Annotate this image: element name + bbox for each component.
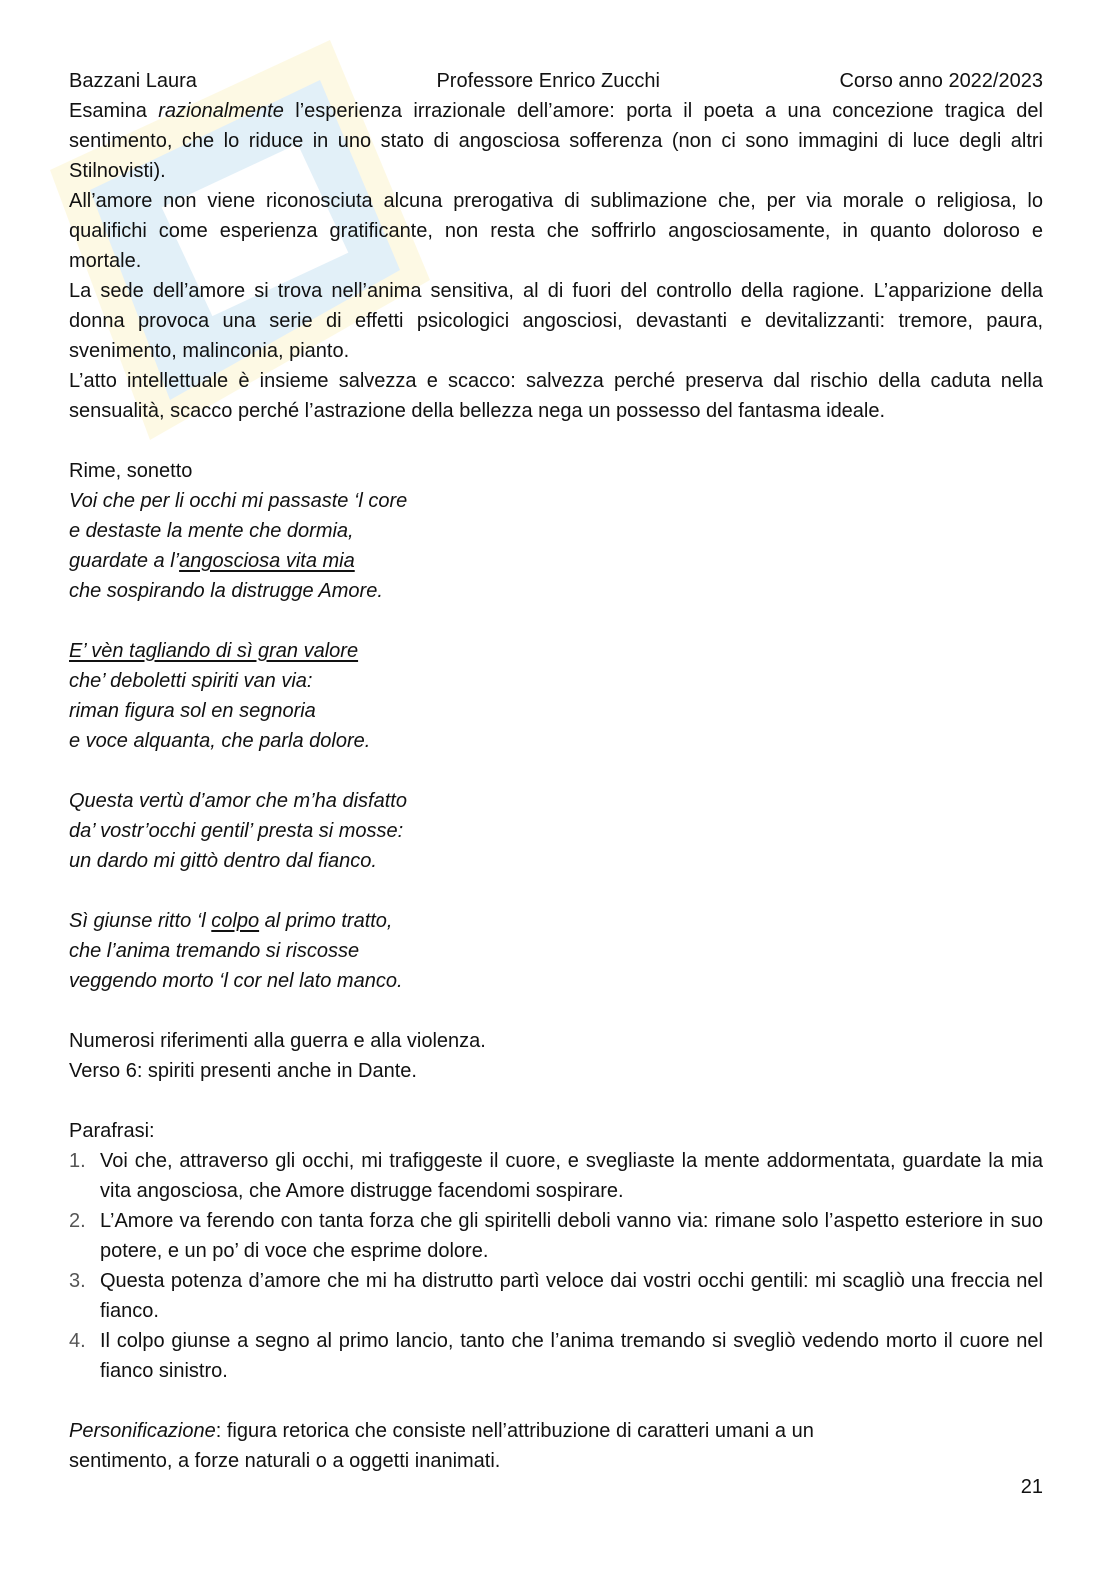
document-page (69, 66, 1043, 1476)
definition-term: Personificazione (69, 1420, 216, 1442)
poem-line: un dardo mi gittò dentro dal fianco. (69, 850, 377, 872)
poem-line: riman figura sol en segnoria (69, 700, 316, 722)
list-item: 3. Questa potenza d’amore che mi ha distrutto partì veloce dai vostri occhi gentili: mi scagliò una freccia nel fianco. (69, 1270, 1043, 1322)
definition-block (69, 1416, 1043, 1476)
parafrasi-section (69, 1116, 1043, 1386)
poem-stanza-4 (69, 906, 1043, 996)
poem-line: veggendo morto ‘l cor nel lato manco. (69, 970, 403, 992)
poem-line: E’ vèn tagliando di sì gran valore (69, 640, 359, 662)
page-number: 21 (1020, 1476, 1043, 1498)
definition-line-1: Personificazione: figura retorica che consiste nell’attribuzione di caratteri umani a un (69, 1420, 814, 1442)
list-item: 1. Voi che, attraverso gli occhi, mi trafiggeste il cuore, e svegliaste la mente addormentata, guardate la mia vita angosciosa, che Amore distrugge facendomi sospirare. (69, 1150, 1043, 1202)
intro-paragraph-1: Esamina razionalmente l’esperienza irrazionale dell’amore: porta il poeta a una concezione tragica del sentimento, che lo riduce in uno stato di angosciosa sofferenza (non ci sono immagini di luce degli altri Stilnovisti). (69, 100, 1043, 182)
poem-heading: Rime, sonetto (69, 460, 193, 482)
poem-line: guardate a l’angosciosa vita mia (69, 550, 355, 572)
notes (69, 1026, 1043, 1086)
poem-stanza-2 (69, 636, 1043, 756)
poem-line: e voce alquanta, che parla dolore. (69, 730, 371, 752)
poem-line: Sì giunse ritto ‘l colpo al primo tratto, (69, 910, 393, 932)
poem-line: che l’anima tremando si riscosse (69, 940, 360, 962)
poem-line: e destaste la mente che dormia, (69, 520, 354, 542)
parafrasi-heading: Parafrasi: (69, 1120, 155, 1142)
note-line: Numerosi riferimenti alla guerra e alla violenza. (69, 1030, 486, 1052)
header-professor: Professore Enrico Zucchi (436, 70, 660, 92)
page-header (69, 66, 1043, 96)
list-item: 2. L’Amore va ferendo con tanta forza che gli spiritelli deboli vanno via: rimane solo l’aspetto esteriore in suo potere, e un po’ di voce che esprime dolore. (69, 1210, 1043, 1262)
poem-line: Voi che per li occhi mi passaste ‘l core (69, 490, 408, 512)
poem-stanza-3 (69, 786, 1043, 876)
note-line: Verso 6: spiriti presenti anche in Dante. (69, 1060, 417, 1082)
list-item: 4. Il colpo giunse a segno al primo lancio, tanto che l’anima tremando si svegliò vedendo morto il cuore nel fianco sinistro. (69, 1330, 1043, 1382)
intro-paragraph-4: L’atto intellettuale è insieme salvezza e scacco: salvezza perché preserva dal rischio della caduta nella sensualità, scacco perché l’astrazione della bellezza nega un possesso del fantasma ideale. (69, 370, 1043, 422)
poem-line: che sospirando la distrugge Amore. (69, 580, 383, 602)
emphasis-razionalmente: razionalmente (158, 100, 284, 122)
definition-line-2: sentimento, a forze naturali o a oggetti inanimati. (69, 1450, 501, 1472)
poem-line: che’ deboletti spiriti van via: (69, 670, 313, 692)
poem-stanza-1 (69, 456, 1043, 606)
parafrasi-list (69, 1146, 1043, 1386)
underlined-word: colpo (211, 910, 260, 932)
intro-paragraph-3: La sede dell’amore si trova nell’anima sensitiva, al di fuori del controllo della ragione. L’apparizione della donna provoca una serie di effetti psicologici angosciosi, devastanti e devitalizzanti: tremore, paura, svenimento, malinconia, pianto. (69, 280, 1043, 362)
intro-paragraph-2: All’amore non viene riconosciuta alcuna prerogativa di sublimazione che, per via morale o religiosa, lo qualifichi come esperienza gratificante, non resta che soffrirlo angosciosamente, in quanto doloroso e mortale. (69, 190, 1043, 272)
header-author: Bazzani Laura (69, 70, 197, 92)
underlined-phrase: angosciosa vita mia (179, 550, 355, 572)
poem-line: Questa vertù d’amor che m’ha disfatto (69, 790, 407, 812)
header-course: Corso anno 2022/2023 (839, 70, 1043, 92)
poem-line: da’ vostr’occhi gentil’ presta si mosse: (69, 820, 404, 842)
